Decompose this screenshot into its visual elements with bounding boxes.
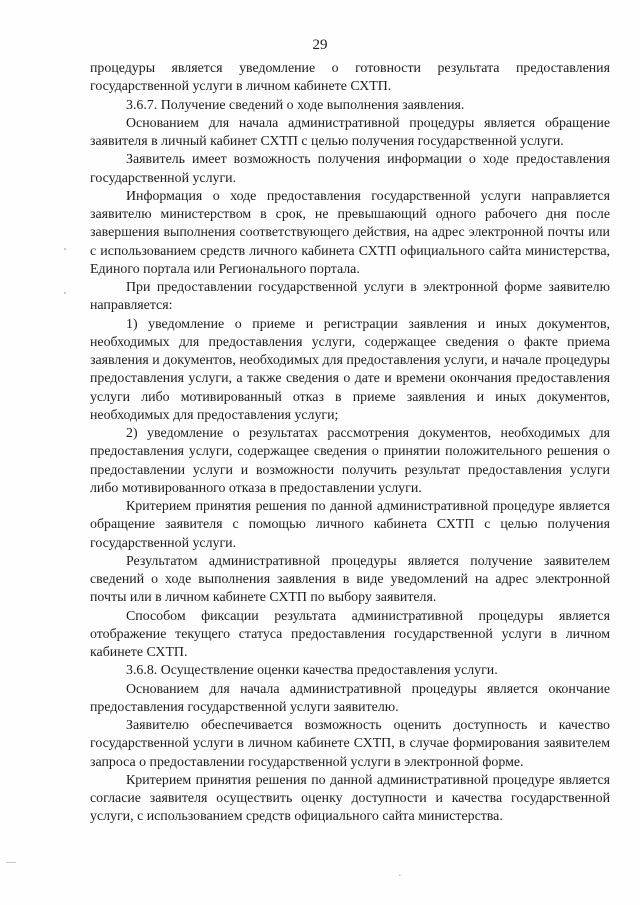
paragraph: Заявителю обеспечивается возможность оценить доступность и качество государственной услуги в личном кабинете СХТП, в случае формирования заявителем запроса о предоставлении государственной услуги в электронной форме.: [90, 718, 610, 770]
paragraph: Заявитель имеет возможность получения информации о ходе предоставления государственной услуги.: [90, 152, 610, 186]
scan-mark: ·: [398, 870, 402, 882]
section-heading-3-6-7: 3.6.7. Получение сведений о ходе выполнения заявления.: [126, 97, 465, 113]
scan-artifact: [64, 248, 66, 250]
paragraph: Информация о ходе предоставления государственной услуги направляется заявителю министерством в срок, не превышающий одного рабочего дня после завершения выполнения соответствующего действия, на адрес электронной почты или с использованием средств личного кабинета СХТП официального сайта министерства, Единого портала или Регионального портала.: [90, 188, 610, 277]
paragraph: При предоставлении государственной услуги в электронной форме заявителю направляется:: [90, 280, 610, 314]
section-heading-3-6-8: 3.6.8. Осуществление оценки качества предоставления услуги.: [126, 663, 498, 679]
paragraph: Критерием принятия решения по данной административной процедуре является согласие заявителя осуществить оценку доступности и качества государственной услуги, с использованием средств официального сайта министерства.: [90, 772, 610, 825]
document-body: [90, 60, 610, 827]
paragraph-continuation: процедуры является уведомление о готовности результата предоставления государственной услуги в личном кабинете СХТП.: [90, 61, 610, 95]
list-item-2: 2) уведомление о результатах рассмотрения документов, необходимых для предоставления услуги, содержащее сведения о принятии положительного решения о предоставлении услуги и возможности получить результат предоставления услуги либо мотивированного отказа в предоставлении услуги.: [90, 426, 610, 496]
paragraph: Основанием для начала административной процедуры является окончание предоставления государственной услуги заявителю.: [90, 681, 610, 715]
scan-artifact: [64, 292, 66, 294]
list-item-1: 1) уведомление о приеме и регистрации заявления и иных документов, необходимых для предоставления услуги, содержащее сведения о факте приема заявления и документов, необходимых для предоставления услуги, и начале процедуры предоставления услуги, а также сведения о дате и времени окончания предоставления услуги либо мотивированный отказ в приеме заявления и иных документов, необходимых для предоставления услуги;: [90, 316, 610, 423]
page-number: 29: [312, 37, 328, 53]
paragraph: Результатом административной процедуры является получение заявителем сведений о ходе выполнения заявления в виде уведомлений на адрес электронной почты или в личном кабинете СХТП по выбору заявителя.: [90, 553, 610, 606]
scan-artifact: [6, 862, 16, 863]
paragraph: Основанием для начала административной процедуры является обращение заявителя в личный кабинет СХТП с целью получения государственной услуги.: [90, 115, 610, 149]
paragraph: Способом фиксации результата административной процедуры является отображение текущего статуса предоставления государственной услуги в личном кабинете СХТП.: [90, 608, 610, 660]
paragraph: Критерием принятия решения по данной административной процедуре является обращение заявителя с помощью личного кабинета СХТП с целью получения государственной услуги.: [90, 499, 610, 551]
